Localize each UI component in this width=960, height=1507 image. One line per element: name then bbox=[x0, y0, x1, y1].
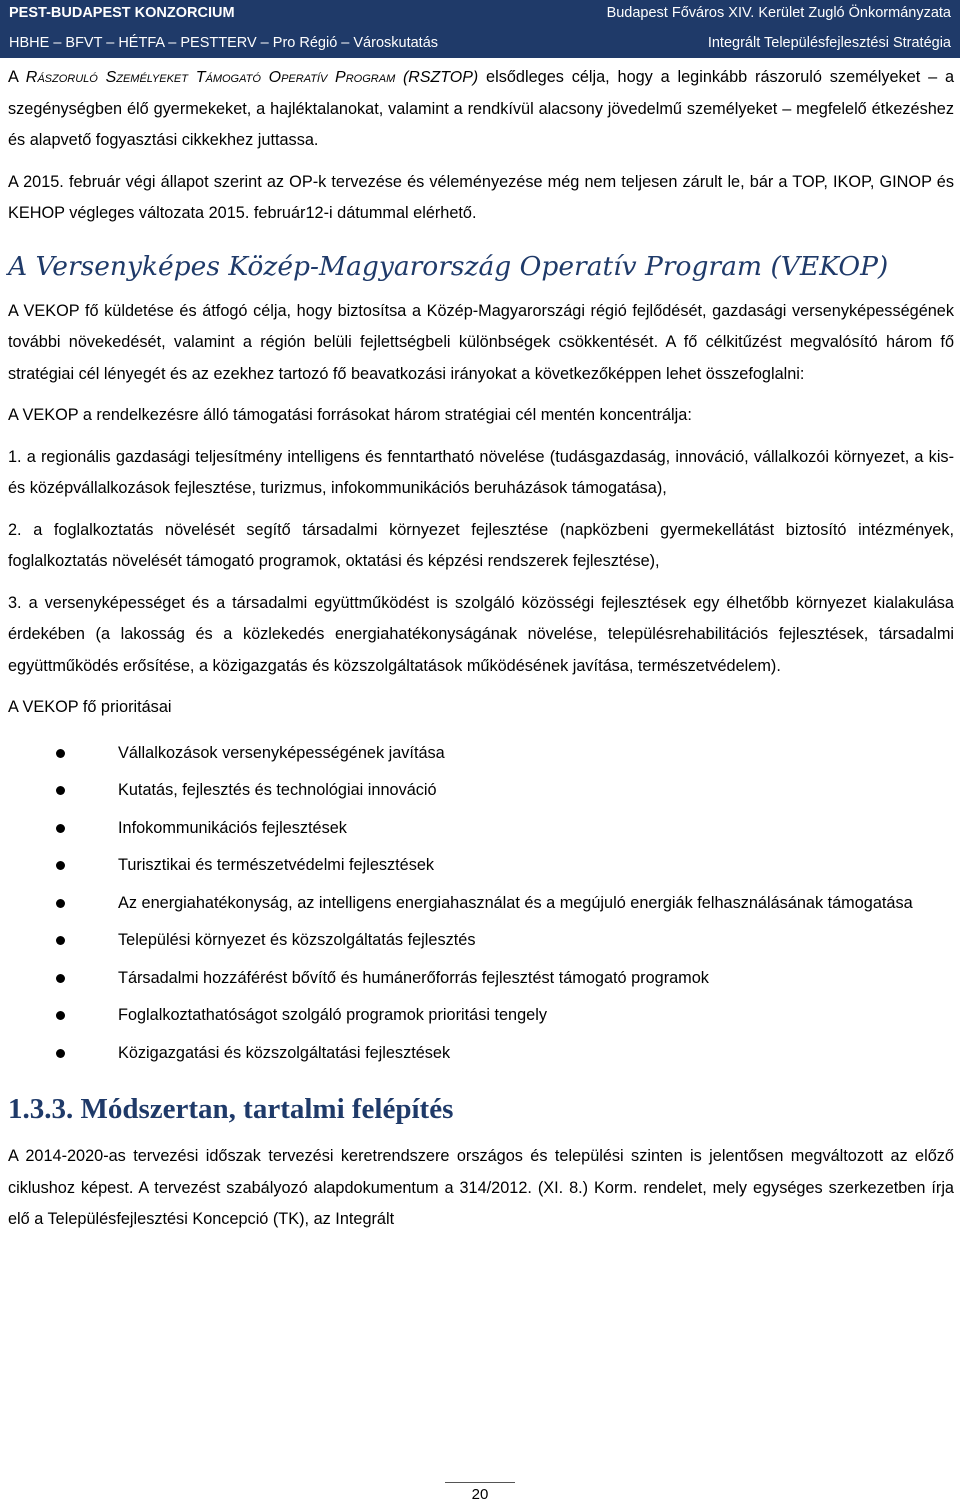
bullet-icon bbox=[56, 786, 65, 795]
priority-label: Települési környezet és közszolgáltatás fejlesztés bbox=[118, 931, 476, 949]
bullet-icon bbox=[56, 749, 65, 758]
paragraph-vekop-concentration: A VEKOP a rendelkezésre álló támogatási forrásokat három stratégiai cél mentén koncentrálja: bbox=[8, 406, 692, 424]
bullet-icon bbox=[56, 824, 65, 833]
priority-label: Kutatás, fejlesztés és technológiai innováció bbox=[118, 781, 437, 799]
list-item bbox=[8, 925, 954, 957]
header-consortium: PEST-BUDAPEST KONZORCIUM bbox=[9, 5, 235, 21]
list-item bbox=[8, 963, 954, 995]
paragraph-vekop-mission: A VEKOP fő küldetése és átfogó célja, hogy biztosítsa a Közép-Magyarországi régió fejlődését, gazdasági versenyképességének további növekedését, valamint a régión belüli fejlettségbeli különbségek csökkentését. A fő célkitűzést megvalósító három fő stratégiai cél lényegét és az ezekhez tartozó fő beavatkozási irányokat a következőképpen lehet összefoglalni: bbox=[8, 301, 954, 383]
heading-vekop: A Versenyképes Közép-Magyarország Operatív Program (VEKOP) bbox=[8, 250, 889, 282]
program-name-rsztop: Rászoruló Személyeket Támogató Operatív Program (RSZTOP) bbox=[25, 69, 479, 86]
bullet-icon bbox=[56, 899, 65, 908]
list-item bbox=[8, 1000, 954, 1032]
list-item bbox=[8, 888, 954, 920]
paragraph-rsztop-rest: elsődleges célja, hogy a leginkább rászoruló személyeket – a szegénységben élő gyermekeket, a hajléktalanokat, valamint a rendkívül alacsony jövedelmű személyeket – megfelelő étkezéshez és alapvető fogyasztási cikkekhez juttassa. bbox=[8, 68, 955, 149]
priority-label: Közigazgatási és közszolgáltatási fejlesztések bbox=[118, 1043, 451, 1062]
priorities-list bbox=[8, 738, 954, 1070]
priority-label: Az energiahatékonyság, az intelligens energiahasználat és a megújuló energiák felhasználásának támogatása bbox=[118, 893, 913, 912]
bullet-icon bbox=[56, 1011, 65, 1020]
goal-item-1: 1. a regionális gazdasági teljesítmény intelligens és fenntartható növelése (tudásgazdaság, innováció, vállalkozói környezet, a kis- és középvállalkozások fejlesztése, turizmus, infokommunikációs beruházások támogatása), bbox=[8, 447, 954, 497]
page-number: 20 bbox=[471, 1486, 489, 1503]
header-document-title: Integrált Településfejlesztési Stratégia bbox=[707, 35, 951, 51]
header-row-top bbox=[9, 1, 951, 25]
page-header bbox=[0, 0, 960, 58]
list-item bbox=[8, 738, 954, 770]
header-partners: HBHE – BFVT – HÉTFA – PESTTERV – Pro Régió – Városkutatás bbox=[9, 35, 439, 51]
header-municipality: Budapest Főváros XIV. Kerület Zugló Önkormányzata bbox=[606, 5, 951, 21]
list-item bbox=[8, 850, 954, 882]
heading-methodology: 1.3.3. Módszertan, tartalmi felépítés bbox=[8, 1093, 454, 1125]
bullet-icon bbox=[56, 974, 65, 983]
priority-label: Infokommunikációs fejlesztések bbox=[118, 818, 347, 837]
footer-divider bbox=[445, 1482, 515, 1483]
priority-label: Vállalkozások versenyképességének javítása bbox=[118, 743, 445, 762]
bullet-icon bbox=[56, 861, 65, 870]
bullet-icon bbox=[56, 1049, 65, 1058]
priorities-title: A VEKOP fő prioritásai bbox=[8, 698, 172, 716]
paragraph-rsztop bbox=[8, 62, 954, 157]
list-item bbox=[8, 1038, 954, 1070]
document-body bbox=[8, 62, 954, 1246]
goal-item-3: 3. a versenyképességet és a társadalmi együttműködést is szolgáló közösségi fejlesztések egy élhetőbb környezet kialakulása érdekében (a lakosság és a közlekedés energiahatékonyságának növelése, településrehabilitációs fejlesztések, társadalmi együttműködés erősítése, a közigazgatás és közszolgáltatások működésének javítása, természetvédelem). bbox=[8, 593, 954, 675]
bullet-icon bbox=[56, 936, 65, 945]
goal-item-2: 2. a foglalkoztatás növelését segítő társadalmi környezet fejlesztése (napközbeni gyermekellátást biztosító intézmények, foglalkoztatás növelését támogató programok, oktatási és képzési rendszerek fejlesztése), bbox=[8, 520, 954, 570]
priority-label: Társadalmi hozzáférést bővítő és humánerőforrás fejlesztést támogató programok bbox=[118, 968, 709, 987]
list-item bbox=[8, 813, 954, 845]
list-item bbox=[8, 775, 954, 807]
paragraph-methodology: A 2014-2020-as tervezési időszak tervezési keretrendszere országos és települési szinten is jelentősen megváltozott az előző ciklushoz képest. A tervezést szabályozó alapdokumentum a 314/2012. (XI. 8.) Korm. rendelet, mely egységes szerkezetben írja elő a Településfejlesztési Koncepció (TK), az Integrált bbox=[8, 1147, 954, 1228]
header-row-bottom bbox=[9, 31, 951, 55]
priority-label: Turisztikai és természetvédelmi fejlesztések bbox=[118, 856, 435, 874]
priority-label: Foglalkoztathatóságot szolgáló programok prioritási tengely bbox=[118, 1006, 547, 1024]
paragraph-op-status: A 2015. február végi állapot szerint az OP-k tervezése és véleményezése még nem teljesen zárult le, bár a TOP, IKOP, GINOP és KEHOP végleges változata 2015. február12-i dátummal elérhető. bbox=[8, 172, 954, 222]
paragraph-rsztop-lead: A bbox=[8, 68, 26, 86]
